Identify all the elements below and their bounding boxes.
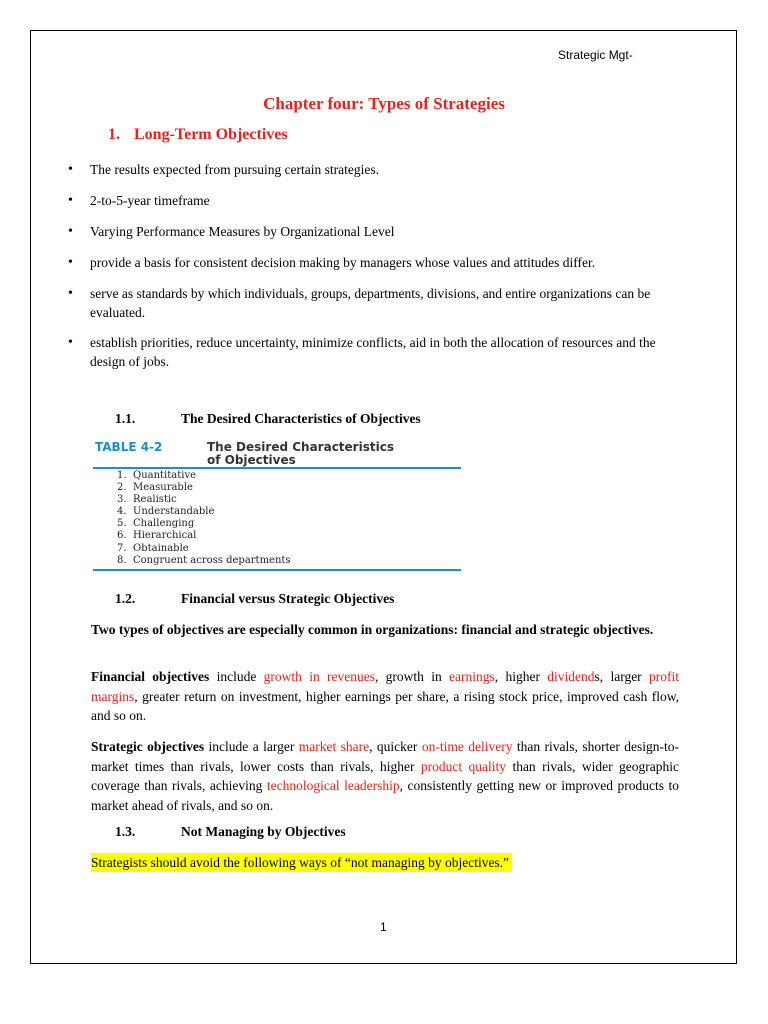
- text-run: s, larger: [594, 669, 649, 684]
- subsection-number: 1.1.: [115, 411, 136, 426]
- table-item: [117, 506, 291, 518]
- table-item-number: 5.: [117, 518, 127, 530]
- page-number: 1: [380, 920, 387, 934]
- table-item-text: Measurable: [133, 482, 193, 494]
- text-run: , growth in: [375, 669, 450, 684]
- red-term: technological leadership: [266, 778, 400, 793]
- table-item: [117, 470, 291, 482]
- subsection-heading-1-3: [115, 824, 346, 840]
- bullet-item: • provide a basis for consistent decision making by managers whose values and attitudes differ.: [68, 253, 680, 272]
- text-run: than rivals, shorter design-to-market times than rivals, lower costs than rivals, higher: [91, 739, 679, 774]
- section-number: 1.: [108, 126, 120, 143]
- red-term: dividend: [547, 669, 595, 684]
- text-run: , consistently getting new or improved products to market ahead of rivals, and so on.: [91, 778, 679, 813]
- bullet-item: • establish priorities, reduce uncertainty, minimize conflicts, aid in both the allocation of resources and the design of jobs.: [68, 333, 680, 371]
- table-item-text: Challenging: [133, 518, 195, 530]
- subsection-title: Financial versus Strategic Objectives: [181, 591, 395, 606]
- table-item: [117, 494, 291, 506]
- table-item-text: Hierarchical: [133, 530, 197, 542]
- text-run: , higher: [494, 669, 548, 684]
- table-item-text: Congruent across departments: [133, 554, 291, 566]
- table-item: [117, 518, 291, 530]
- chapter-title: Chapter four: Types of Strategies: [263, 94, 505, 113]
- table-label: TABLE 4-2: [95, 440, 163, 454]
- table-bottom-rule: [93, 569, 461, 571]
- table-top-rule: [93, 467, 461, 469]
- section-heading-1: [108, 126, 288, 144]
- text-run: than rivals, wider geographic coverage than rivals, achieving: [91, 758, 679, 793]
- table-item-text: Obtainable: [133, 542, 189, 554]
- table-item-number: 7.: [117, 542, 127, 554]
- subsection-number: 1.2.: [115, 591, 136, 606]
- objectives-bullet-list: [68, 160, 680, 371]
- subsection-number: 1.3.: [115, 824, 136, 839]
- table-item: [117, 555, 291, 567]
- highlighted-sentence: Strategists should avoid the following ways of “not managing by objectives.”: [91, 853, 512, 872]
- red-term: earnings: [449, 669, 495, 684]
- strategic-lead: Strategic objectives: [91, 739, 205, 754]
- strategic-objectives-paragraph: [91, 737, 679, 815]
- red-term: growth in revenues: [263, 669, 375, 684]
- table-item: [117, 482, 291, 494]
- subsection-title: Not Managing by Objectives: [181, 824, 346, 839]
- text-run: , quicker: [369, 739, 422, 754]
- subsection-heading-1-1: [115, 411, 421, 427]
- financial-objectives-paragraph: [91, 667, 679, 726]
- text-run: include a larger: [204, 739, 299, 754]
- two-types-paragraph: Two types of objectives are especially common in organizations: financial and strategic objectives.: [91, 622, 654, 637]
- financial-lead: Financial objectives: [91, 669, 210, 684]
- table-item-number: 4.: [117, 506, 127, 518]
- bullet-item: • The results expected from pursuing certain strategies.: [68, 160, 680, 179]
- running-header: Strategic Mgt-: [558, 48, 633, 62]
- red-term: market share: [298, 739, 370, 754]
- table-item-number: 8.: [117, 554, 127, 566]
- red-term: on-time delivery: [421, 739, 513, 754]
- text-run: , greater return on investment, higher earnings per share, a rising stock price, improved cash flow, and so on.: [91, 688, 679, 723]
- table-title-line2: of Objectives: [207, 453, 296, 467]
- table-item-number: 6.: [117, 530, 127, 542]
- table-item-number: 2.: [117, 482, 127, 494]
- bullet-item: • serve as standards by which individuals, groups, departments, divisions, and entire organizations can be evaluated.: [68, 284, 680, 322]
- section-title: Long-Term Objectives: [134, 126, 288, 143]
- table-item-number: 3.: [117, 494, 127, 506]
- bullet-item: • 2-to-5-year timeframe: [68, 191, 680, 210]
- table-item-text: Quantitative: [133, 470, 197, 481]
- table-figure: [93, 439, 461, 572]
- table-items: [117, 470, 291, 567]
- bullet-item: • Varying Performance Measures by Organizational Level: [68, 222, 680, 241]
- table-item: [117, 530, 291, 542]
- text-run: include: [209, 669, 264, 684]
- subsection-heading-1-2: [115, 591, 394, 607]
- table-title: [95, 441, 394, 453]
- table-title-line1: The Desired Characteristics: [207, 440, 394, 454]
- red-term: profit margins: [91, 669, 679, 704]
- table-item: [117, 543, 291, 555]
- red-term: product quality: [420, 758, 507, 774]
- table-item-number: 1.: [117, 470, 127, 481]
- table-item-text: Realistic: [133, 494, 177, 506]
- subsection-title: The Desired Characteristics of Objectives: [181, 411, 421, 426]
- table-item-text: Understandable: [133, 506, 215, 518]
